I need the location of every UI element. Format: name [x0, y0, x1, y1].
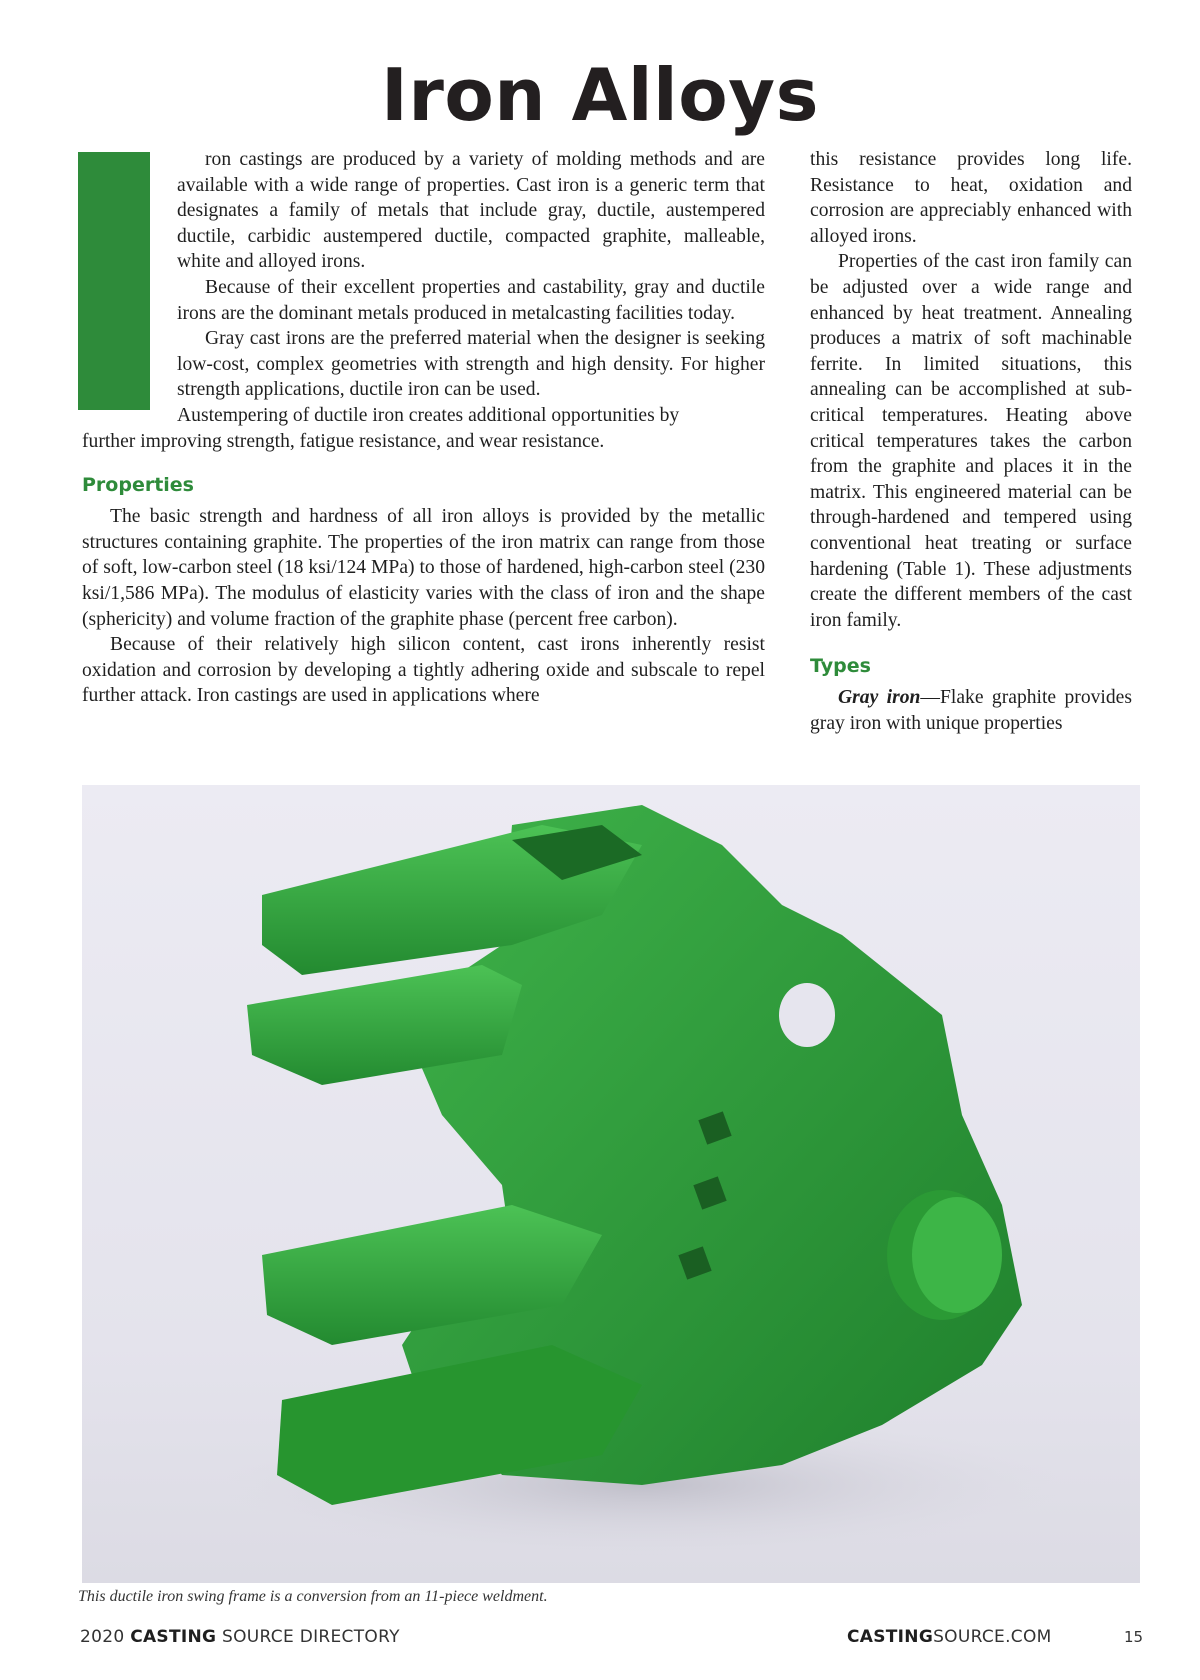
swing-frame-illustration	[82, 785, 1140, 1583]
footer-website	[847, 1627, 1052, 1647]
page-number: 15	[1124, 1628, 1144, 1646]
right-paragraph-2: Properties of the cast iron family can be adjusted over a wide range and enhanced by heat treatment. Annealing produces a matrix of soft machinable ferrite. In limited situations, this annealing can be accomplished at sub-critical temperatures. Heating above critical temperatures takes the carbon from the graphite and places it in the matrix. This engineered material can be through-hardened and tempered using conventional heat treating or surface hardening (Table 1). These adjustments create the different members of the cast iron family.	[810, 251, 1132, 631]
intro-paragraph-3: Gray cast irons are the preferred material when the designer is seeking low-cost, complex geometries with strength and high density. For higher strength applications, ductile iron can be used.	[177, 328, 765, 401]
page-title: Iron Alloys	[381, 53, 819, 137]
footer-publication	[80, 1627, 400, 1647]
footer-brand-bold: CASTING	[130, 1627, 217, 1647]
footer-site-rest: SOURCE.COM	[933, 1627, 1052, 1647]
photo-caption: This ductile iron swing frame is a conversion from an 11-piece weldment.	[78, 1588, 548, 1605]
footer-brand-rest: SOURCE DIRECTORY	[222, 1627, 400, 1647]
properties-heading: Properties	[82, 474, 194, 497]
properties-paragraph-2: Because of their relatively high silicon content, cast irons inherently resist oxidation and corrosion by developing a tightly adhering oxide and subscale to repel further attack. Iron castings are used in applications where	[82, 634, 765, 707]
footer-year: 2020	[80, 1627, 125, 1647]
gray-iron-paragraph	[810, 685, 1132, 736]
properties-paragraph-1: The basic strength and hardness of all iron alloys is provided by the metallic structures containing graphite. The properties of the iron matrix can range from those of soft, low-carbon steel (18 ksi/124 MPa) to those of hardened, high-carbon steel (230 ksi/1,586 MPa). The modulus of elasticity varies with the class of iron and the shape (sphericity) and volume fraction of the graphite phase (percent free carbon).	[82, 506, 765, 630]
intro-paragraph-4-tail: further improving strength, fatigue resistance, and wear resistance.	[82, 430, 605, 452]
gray-iron-label: Gray iron	[838, 687, 921, 709]
boss-face-shape	[912, 1197, 1002, 1313]
right-column	[810, 147, 1132, 736]
footer-site-bold: CASTING	[847, 1627, 934, 1647]
intro-paragraph-4: Austempering of ductile iron creates additional opportunities by	[177, 404, 680, 426]
right-paragraph-1: this resistance provides long life. Resistance to heat, oxidation and corrosion are appreciably enhanced with alloyed irons.	[810, 149, 1132, 247]
intro-paragraph-1: ron castings are produced by a variety of molding methods and are available with a wide range of properties. Cast iron is a generic term that designates a family of metals that include gray, ductile, austempered ductile, carbidic austempered ductile, compacted graphite, malleable, white and alloyed irons.	[177, 149, 765, 273]
intro-block	[177, 147, 765, 429]
intro-paragraph-2: Because of their excellent properties and castability, gray and ductile irons are the dominant metals produced in metalcasting facilities today.	[177, 276, 765, 324]
types-heading: Types	[810, 655, 871, 678]
left-column	[82, 147, 765, 709]
round-hole-shape	[779, 983, 835, 1047]
swing-frame-photo	[82, 785, 1140, 1583]
gray-iron-text: —Flake graphite provides gray iron with unique properties	[810, 687, 1132, 734]
